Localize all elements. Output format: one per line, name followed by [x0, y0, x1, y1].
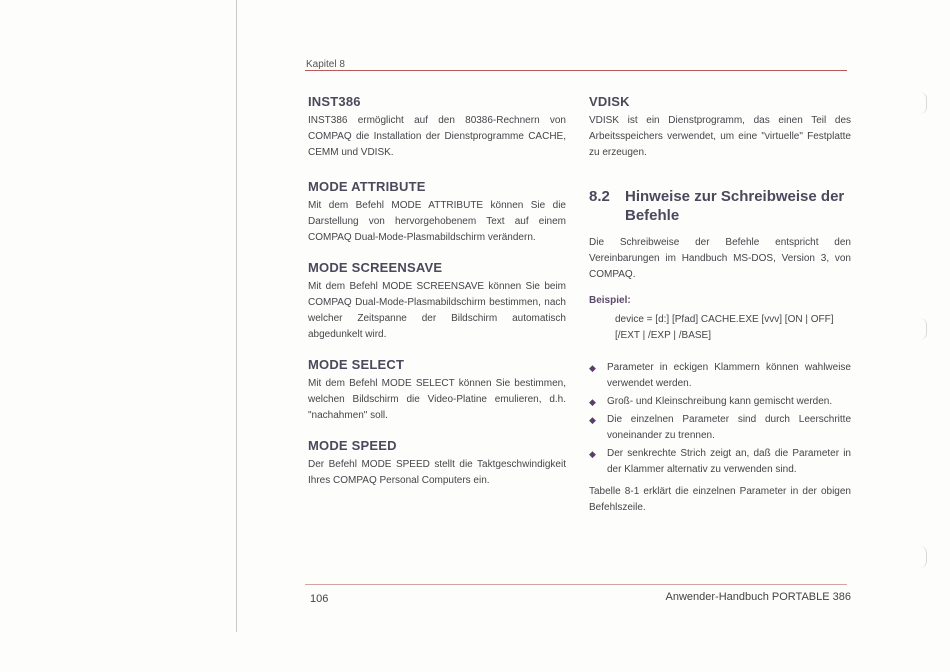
- list-item: [589, 412, 851, 444]
- section-mode-screensave: [308, 260, 566, 343]
- section-mode-select: [308, 357, 566, 424]
- right-column: [589, 94, 851, 516]
- page-number: 106: [310, 593, 329, 605]
- footer-rule: [305, 584, 847, 585]
- example-label: Beispiel:: [589, 295, 631, 306]
- scan-edge-mark: [920, 318, 927, 340]
- section-text: INST386 ermöglicht auf den 80386-Rechnern von COMPAQ die Installation der Dienstprogramme CACHE, CEMM und VDISK.: [308, 115, 566, 158]
- section-title: MODE SCREENSAVE: [308, 260, 443, 275]
- section-title: INST386: [308, 94, 361, 109]
- section-text: VDISK ist ein Dienstprogramm, das einen Teil des Arbeitsspeichers verwendet, um eine "virtuelle" Festplatte zu erzeugen.: [589, 115, 851, 158]
- section-text: Mit dem Befehl MODE ATTRIBUTE können Sie die Darstellung von hervorgehobenem Text auf einem COMPAQ Dual-Mode-Plasmabildschirm verändern.: [308, 200, 566, 243]
- section-text: Mit dem Befehl MODE SCREENSAVE können Sie beim COMPAQ Dual-Mode-Plasmabildschirm bestimmen, nach welcher Zeitspanne der Bildschirm automatisch abgedunkelt wird.: [308, 281, 566, 340]
- diamond-bullet-icon: ◆: [589, 449, 596, 459]
- list-item-text: Parameter in eckigen Klammern können wahlweise verwendet werden.: [607, 362, 851, 389]
- list-item: [589, 394, 851, 410]
- example-code: device = [d:] [Pfad] CACHE.EXE [vvv] [ON | OFF] [/EXT | /EXP | /BASE]: [615, 314, 834, 341]
- chapter-title: Hinweise zur Schreibweise der Befehle: [625, 188, 845, 224]
- left-column: [308, 94, 566, 503]
- section-title: MODE SPEED: [308, 438, 397, 453]
- section-text: Mit dem Befehl MODE SELECT können Sie bestimmen, welchen Bildschirm die Video-Platine emulieren, d.h. "nachahmen" soll.: [308, 378, 566, 421]
- scan-edge-mark: [920, 92, 927, 114]
- section-title: MODE SELECT: [308, 357, 405, 372]
- section-mode-speed: [308, 438, 566, 489]
- running-head: Kapitel 8: [306, 59, 345, 70]
- section-mode-attribute: [308, 179, 566, 246]
- footer-book-title: Anwender-Handbuch PORTABLE 386: [665, 591, 851, 603]
- diamond-bullet-icon: ◆: [589, 415, 596, 425]
- diamond-bullet-icon: ◆: [589, 363, 596, 373]
- section-text: Der Befehl MODE SPEED stellt die Taktgeschwindigkeit Ihres COMPAQ Personal Computers ein.: [308, 459, 566, 486]
- chapter-heading: [589, 187, 851, 225]
- list-item-text: Der senkrechte Strich zeigt an, daß die Parameter in der Klammer alternativ zu verwenden sind.: [607, 448, 851, 475]
- list-item-text: Die einzelnen Parameter sind durch Leerschritte voneinander zu trennen.: [607, 414, 851, 441]
- diamond-bullet-icon: ◆: [589, 397, 596, 407]
- header-rule: [305, 70, 847, 71]
- chapter-intro: Die Schreibweise der Befehle entspricht den Vereinbarungen im Handbuch MS-DOS, Version 3, von COMPAQ.: [589, 237, 851, 280]
- binding-edge: [236, 0, 237, 632]
- section-title: MODE ATTRIBUTE: [308, 179, 426, 194]
- section-vdisk: [589, 94, 851, 161]
- scan-edge-mark: [920, 546, 927, 568]
- section-title: VDISK: [589, 94, 630, 109]
- chapter-number: 8.2: [589, 188, 610, 205]
- notation-list: [589, 360, 851, 478]
- list-item: [589, 360, 851, 392]
- closing-text: Tabelle 8-1 erklärt die einzelnen Parameter in der obigen Befehlszeile.: [589, 486, 851, 513]
- section-inst386: [308, 94, 566, 161]
- list-item: [589, 446, 851, 478]
- list-item-text: Groß- und Kleinschreibung kann gemischt werden.: [607, 396, 833, 407]
